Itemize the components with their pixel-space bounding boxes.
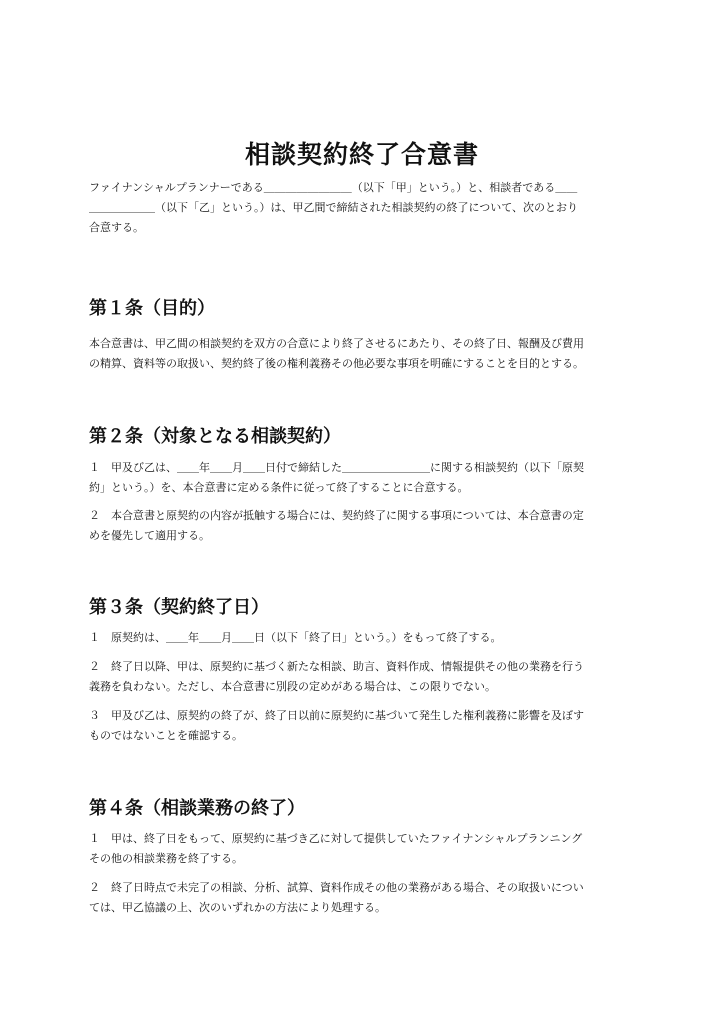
text-line: 約」という。）を、本合意書に定める条件に従って終了することに合意する。 (89, 481, 469, 494)
text-line: １ 原契約は、＿＿年＿＿月＿＿日（以下「終了日」という。）をもって終了する。 (89, 631, 502, 644)
article-3-paragraph-1 (89, 628, 649, 648)
text-line: ２ 終了日以降、甲は、原契約に基づく新たな相談、助言、資料作成、情報提供その他の業務を行う (89, 660, 584, 673)
document-title: 相談契約終了合意書 (244, 139, 479, 169)
article-3-heading: 第３条（契約終了日） (89, 597, 269, 618)
text-line: １ 甲及び乙は、＿＿年＿＿月＿＿日付で締結した＿＿＿＿＿＿＿＿に関する相談契約（以下「原契 (89, 461, 584, 474)
text-line: 義務を負わない。ただし、本合意書に別段の定めがある場合は、この限りでない。 (89, 680, 496, 693)
text-line: ２ 終了日時点で未完了の相談、分析、試算、資料作成その他の業務がある場合、その取扱いについ (89, 881, 584, 894)
text-line: ２ 本合意書と原契約の内容が抵触する場合には、契約終了に関する事項については、本合意書の定 (89, 509, 584, 522)
text-line: めを優先して適用する。 (89, 529, 210, 542)
text-line: の精算、資料等の取扱い、契約終了後の権利義務その他必要な事項を明確にすることを目的とする。 (89, 357, 584, 370)
article-4-heading: 第４条（相談業務の終了） (89, 798, 305, 819)
text-line: ては、甲乙協議の上、次のいずれかの方法により処理する。 (89, 901, 386, 914)
text-line: その他の相談業務を終了する。 (89, 852, 243, 865)
article-4-paragraph-2 (89, 878, 649, 918)
text-line: ＿＿＿＿＿＿（以下「乙」という。）は、甲乙間で締結された相談契約の終了について、次のとおり (89, 201, 579, 214)
article-2-heading: 第２条（対象となる相談契約） (89, 426, 341, 447)
article-2-paragraph-2 (89, 506, 649, 546)
text-line: １ 甲は、終了日をもって、原契約に基づき乙に対して提供していたファイナンシャルプランニング (89, 832, 583, 845)
article-4-paragraph-1 (89, 829, 649, 869)
article-1-heading: 第１条（目的） (89, 298, 215, 319)
text-line: 合意する。 (89, 221, 144, 234)
article-2-paragraph-1 (89, 458, 649, 498)
text-line: 本合意書は、甲乙間の相談契約を双方の合意により終了させるにあたり、その終了日、報酬及び費用 (89, 337, 584, 350)
text-line: ３ 甲及び乙は、原契約の終了が、終了日以前に原契約に基づいて発生した権利義務に影響を及ぼす (89, 709, 584, 722)
text-line: ファイナンシャルプランナーである＿＿＿＿＿＿＿＿（以下「甲」という。）と、相談者である＿＿ (89, 181, 578, 194)
article-3-paragraph-3 (89, 706, 649, 746)
preamble-paragraph (89, 178, 649, 238)
article-3-paragraph-2 (89, 657, 649, 697)
article-1-paragraph-1 (89, 334, 649, 374)
text-line: ものではないことを確認する。 (89, 729, 243, 742)
